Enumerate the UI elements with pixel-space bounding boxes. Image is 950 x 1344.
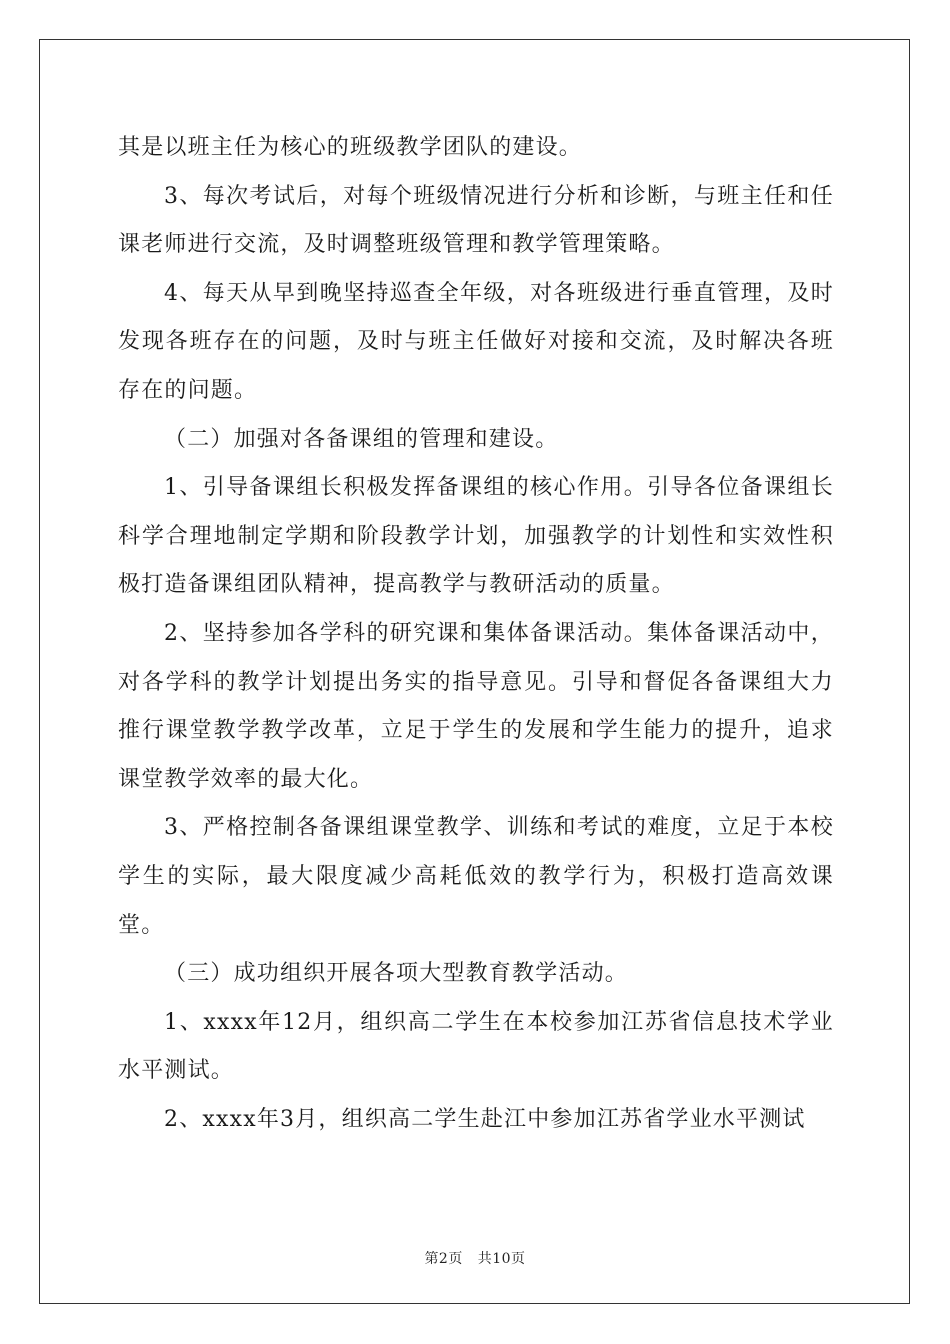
paragraph-item-4: 4、每天从早到晚坚持巡查全年级，对各班级进行垂直管理，及时发现各班存在的问题，及时与班主任做好对接和交流，及时解决各班存在的问题。 (118, 280, 834, 403)
section-heading-3: （三）成功组织开展各项大型教育教学活动。 (164, 961, 629, 987)
paragraph-continuation: 其是以班主任为核心的班级教学团队的建设。 (118, 135, 583, 160)
section-heading-2: （二）加强对各备课组的管理和建设。 (164, 426, 559, 452)
paragraph-item-2b: 2、xxxx年3月，组织高二学生赴江中参加江苏省学业水平测试 (164, 1106, 806, 1132)
page-number: 第2页 (424, 1251, 463, 1267)
page-footer (0, 1248, 950, 1268)
document-body (118, 124, 834, 1144)
paragraph-item-3b: 3、严格控制各备课组课堂教学、训练和考试的难度，立足于本校学生的实际，最大限度减少高耗低效的教学行为，积极打造高效课堂。 (118, 815, 834, 938)
paragraph-item-1: 1、引导备课组长积极发挥备课组的核心作用。引导各位备课组长科学合理地制定学期和阶段教学计划，加强教学的计划性和实效性积极打造备课组团队精神，提高教学与教研活动的质量。 (118, 475, 834, 598)
page-total: 共10页 (477, 1251, 526, 1267)
paragraph-item-1b: 1、xxxx年12月，组织高二学生在本校参加江苏省信息技术学业水平测试。 (118, 1009, 834, 1084)
paragraph-item-3: 3、每次考试后，对每个班级情况进行分析和诊断，与班主任和任课老师进行交流，及时调整班级管理和教学管理策略。 (118, 183, 834, 258)
paragraph-item-2: 2、坚持参加各学科的研究课和集体备课活动。集体备课活动中，对各学科的教学计划提出务实的指导意见。引导和督促各备课组大力推行课堂教学教学改革，立足于学生的发展和学生能力的提升，追求课堂教学效率的最大化。 (118, 620, 834, 792)
